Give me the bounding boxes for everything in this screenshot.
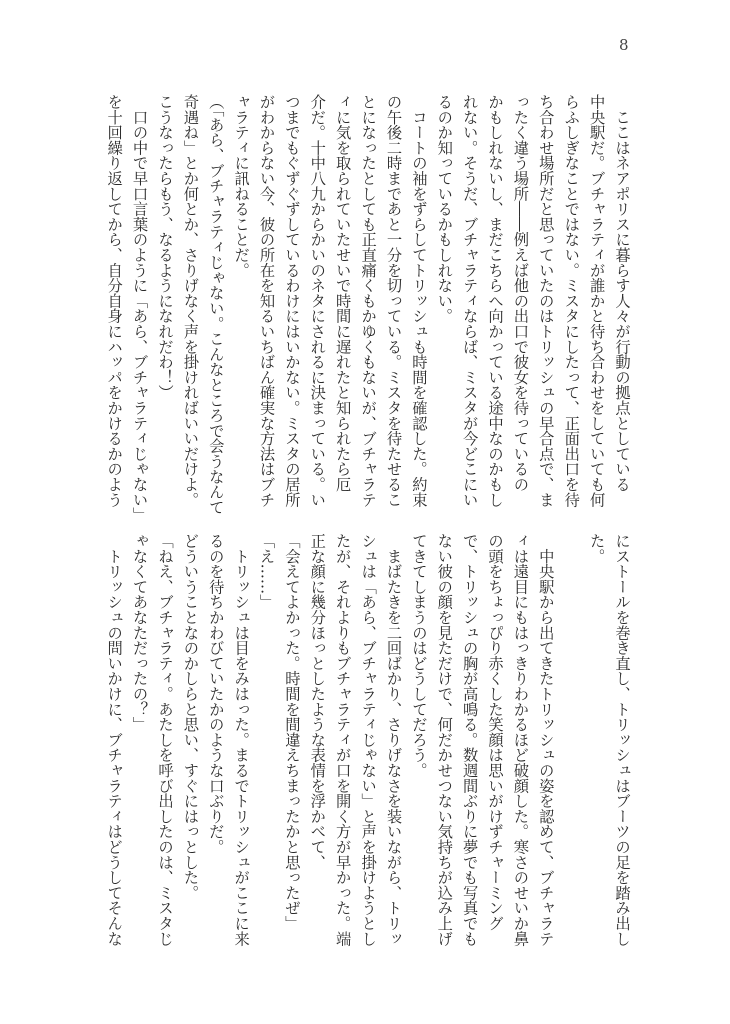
- text-column: ここはネアポリスに暮らす人々が行動の拠点としている: [613, 94, 631, 492]
- text-column: シュは「あら、ブチャラティじゃない」と声を掛けようとし: [359, 533, 378, 947]
- text-column: とになったとしても正直痛くもかゆくもないが、ブチャラテ: [359, 94, 378, 508]
- text-column: てきてしまうのはどうしてだろう。: [409, 533, 428, 778]
- page-number: 8: [619, 36, 629, 54]
- text-column: らふしぎなことではない。ミスタにしたって、正面出口を待: [562, 94, 581, 508]
- text-column: 介だ。十中八九からかいのネタにされるに決まっている。い: [308, 94, 327, 508]
- text-column: を十回繰り返してから、自分自身にハッパをかけるかのよう: [105, 94, 124, 508]
- text-column: 奇遇ね」とか何とか、さりげなく声を掛ければいいだけよ。: [181, 94, 200, 508]
- text-column: がわからない今、彼の所在を知るいちばん確実な方法はブチ: [257, 94, 276, 508]
- text-column: で、トリッシュの胸が高鳴る。数週間ぶりに夢でも写真でも: [460, 533, 479, 947]
- text-column: にストールを巻き直し、トリッシュはブーツの足を踏み出し: [613, 533, 631, 947]
- text-column: 「会えてよかった。時間を間違えちまったかと思ったぜ」: [282, 533, 301, 931]
- text-column: ち合わせ場所だと思っていたのはトリッシュの早合点で、ま: [536, 94, 555, 508]
- text-column: 中央駅から出てきたトリッシュの姿を認めて、ブチャラテ: [536, 533, 555, 947]
- text-column: トリッシュは目をみはった。まるでトリッシュがここに来: [232, 533, 251, 947]
- text-column: （「あら、ブチャラティじゃない。こんなところで会うなんて: [206, 94, 225, 515]
- text-column: 正な顔に幾分ほっとしたような表情を浮かべて、: [308, 533, 327, 870]
- text-column: 「ねえ、ブチャラティ。あたしを呼び出したのは、ミスタじ: [155, 533, 174, 947]
- text-column: るのか知っているかもしれない。: [435, 94, 454, 324]
- text-column: コートの袖をずらしてトリッシュも時間を確認した。約束: [409, 94, 428, 508]
- text-column: の午後二時まであと一分を切っている。ミスタを待たせるこ: [384, 94, 403, 508]
- text-column: た。: [587, 533, 606, 564]
- text-column: ィは遠目にもはっきりわかるほど破顔した。寒さのせいか鼻: [511, 533, 530, 947]
- text-column: ィに気を取られていたせいで時間に遅れたと知られたら厄: [333, 94, 352, 492]
- text-column: の頭をちょっぴり赤くした笑顔は思いがけずチャーミング: [486, 533, 505, 931]
- text-column: こうなったらもう、なるようになれだわ！）: [155, 94, 174, 400]
- lower-text-block: [101, 533, 634, 947]
- text-column: ゃなくてあなただったの？」: [130, 533, 149, 732]
- text-column: 口の中で早口言葉のように「あら、ブチャラティじゃない」: [130, 94, 149, 523]
- text-column: れない。そうだ、ブチャラティならば、ミスタが今どこにい: [460, 94, 479, 508]
- upper-text-block: [101, 94, 634, 523]
- text-column: ャラティに訊ねることだ。: [232, 94, 251, 278]
- text-column: トリッシュの問いかけに、ブチャラティはどうしてそんな: [105, 533, 124, 947]
- text-column: どういうことなのかしらと思い、すぐにはっとした。: [181, 533, 200, 901]
- text-column: つまでもぐずぐずしているわけにはいかない。ミスタの居所: [282, 94, 301, 508]
- text-column: るのを待ちかわびていたかのような口ぶりだ。: [206, 533, 225, 855]
- text-column: かもしれないし、まだこちらへ向かっている途中なのかもし: [486, 94, 505, 508]
- text-column: まばたきを二回ばかり、さりげなさを装いながら、トリッ: [384, 533, 403, 947]
- text-column: 「え……」: [257, 533, 276, 610]
- text-column: ない彼の顔を見ただけで、何だかせつない気持ちが込み上げ: [435, 533, 454, 947]
- text-column: たが、それよりもブチャラティが口を開く方が早かった。端: [333, 533, 352, 947]
- blank-column: [558, 533, 583, 938]
- text-column: 中央駅だ。ブチャラティが誰かと待ち合わせをしていても何: [587, 94, 606, 508]
- text-column: ったく違う場所――例えば他の出口で彼女を待っているの: [511, 94, 530, 492]
